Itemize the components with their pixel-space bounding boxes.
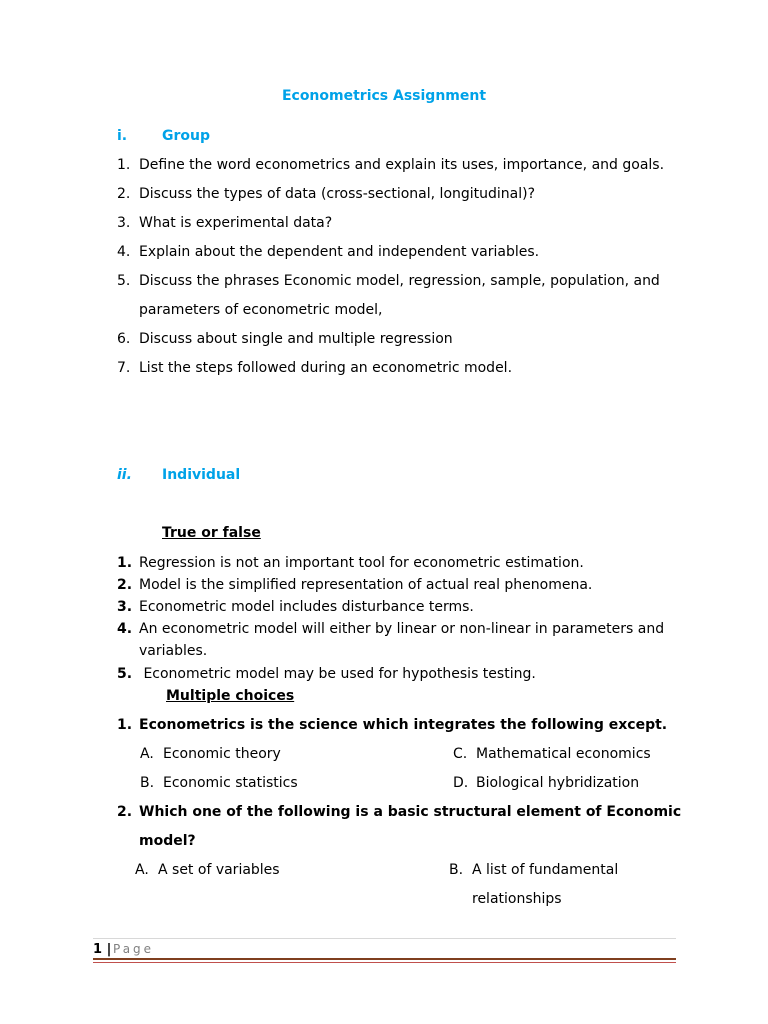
- answer-option: A. A set of variables: [135, 862, 280, 878]
- list-item: 4. Explain about the dependent and independent variables.: [117, 244, 540, 260]
- section-individual-heading: [117, 467, 240, 483]
- list-item: 1. Define the word econometrics and explain its uses, importance, and goals.: [117, 157, 665, 173]
- multiple-choice-heading: Multiple choices: [166, 688, 295, 704]
- footer-rule: [93, 958, 676, 960]
- document-title: Econometrics Assignment: [281, 88, 487, 104]
- question-item-continuation: model?: [139, 833, 196, 849]
- list-item: 1. Regression is not an important tool for econometric estimation.: [117, 555, 584, 571]
- list-item: 2. Discuss the types of data (cross-sectional, longitudinal)?: [117, 186, 536, 202]
- list-item: 3. What is experimental data?: [117, 215, 333, 231]
- answer-option: C. Mathematical economics: [453, 746, 651, 762]
- question-item: 2. Which one of the following is a basic structural element of Economic: [117, 804, 682, 820]
- footer-top-rule: [93, 938, 676, 939]
- list-item: 6. Discuss about single and multiple regression: [117, 331, 453, 347]
- answer-option: D. Biological hybridization: [453, 775, 640, 791]
- footer-rule-thin: [93, 962, 676, 963]
- section-numeral: i.: [117, 128, 128, 144]
- list-item: 5. Econometric model may be used for hypothesis testing.: [117, 666, 536, 682]
- true-false-heading: True or false: [162, 525, 261, 541]
- list-item-continuation: parameters of econometric model,: [139, 302, 383, 318]
- answer-option: B. Economic statistics: [140, 775, 298, 791]
- question-item: 1. Econometrics is the science which integrates the following except.: [117, 717, 668, 733]
- list-item: 2. Model is the simplified representation of actual real phenomena.: [117, 577, 593, 593]
- list-item: 5. Discuss the phrases Economic model, regression, sample, population, and: [117, 273, 660, 289]
- page-number: 1 |: [93, 942, 112, 957]
- answer-option-continuation: relationships: [472, 891, 562, 907]
- list-item-continuation: variables.: [139, 643, 208, 659]
- section-numeral: ii.: [117, 467, 132, 483]
- answer-option: B. A list of fundamental: [449, 862, 619, 878]
- section-group-heading: [117, 128, 210, 144]
- section-title: Group: [162, 128, 211, 144]
- page-label: Page: [113, 942, 155, 956]
- answer-option: A. Economic theory: [140, 746, 281, 762]
- list-item: 7. List the steps followed during an econometric model.: [117, 360, 513, 376]
- list-item: 3. Econometric model includes disturbance terms.: [117, 599, 474, 615]
- list-item: 4. An econometric model will either by linear or non-linear in parameters and: [117, 621, 665, 637]
- section-title: Individual: [162, 467, 241, 483]
